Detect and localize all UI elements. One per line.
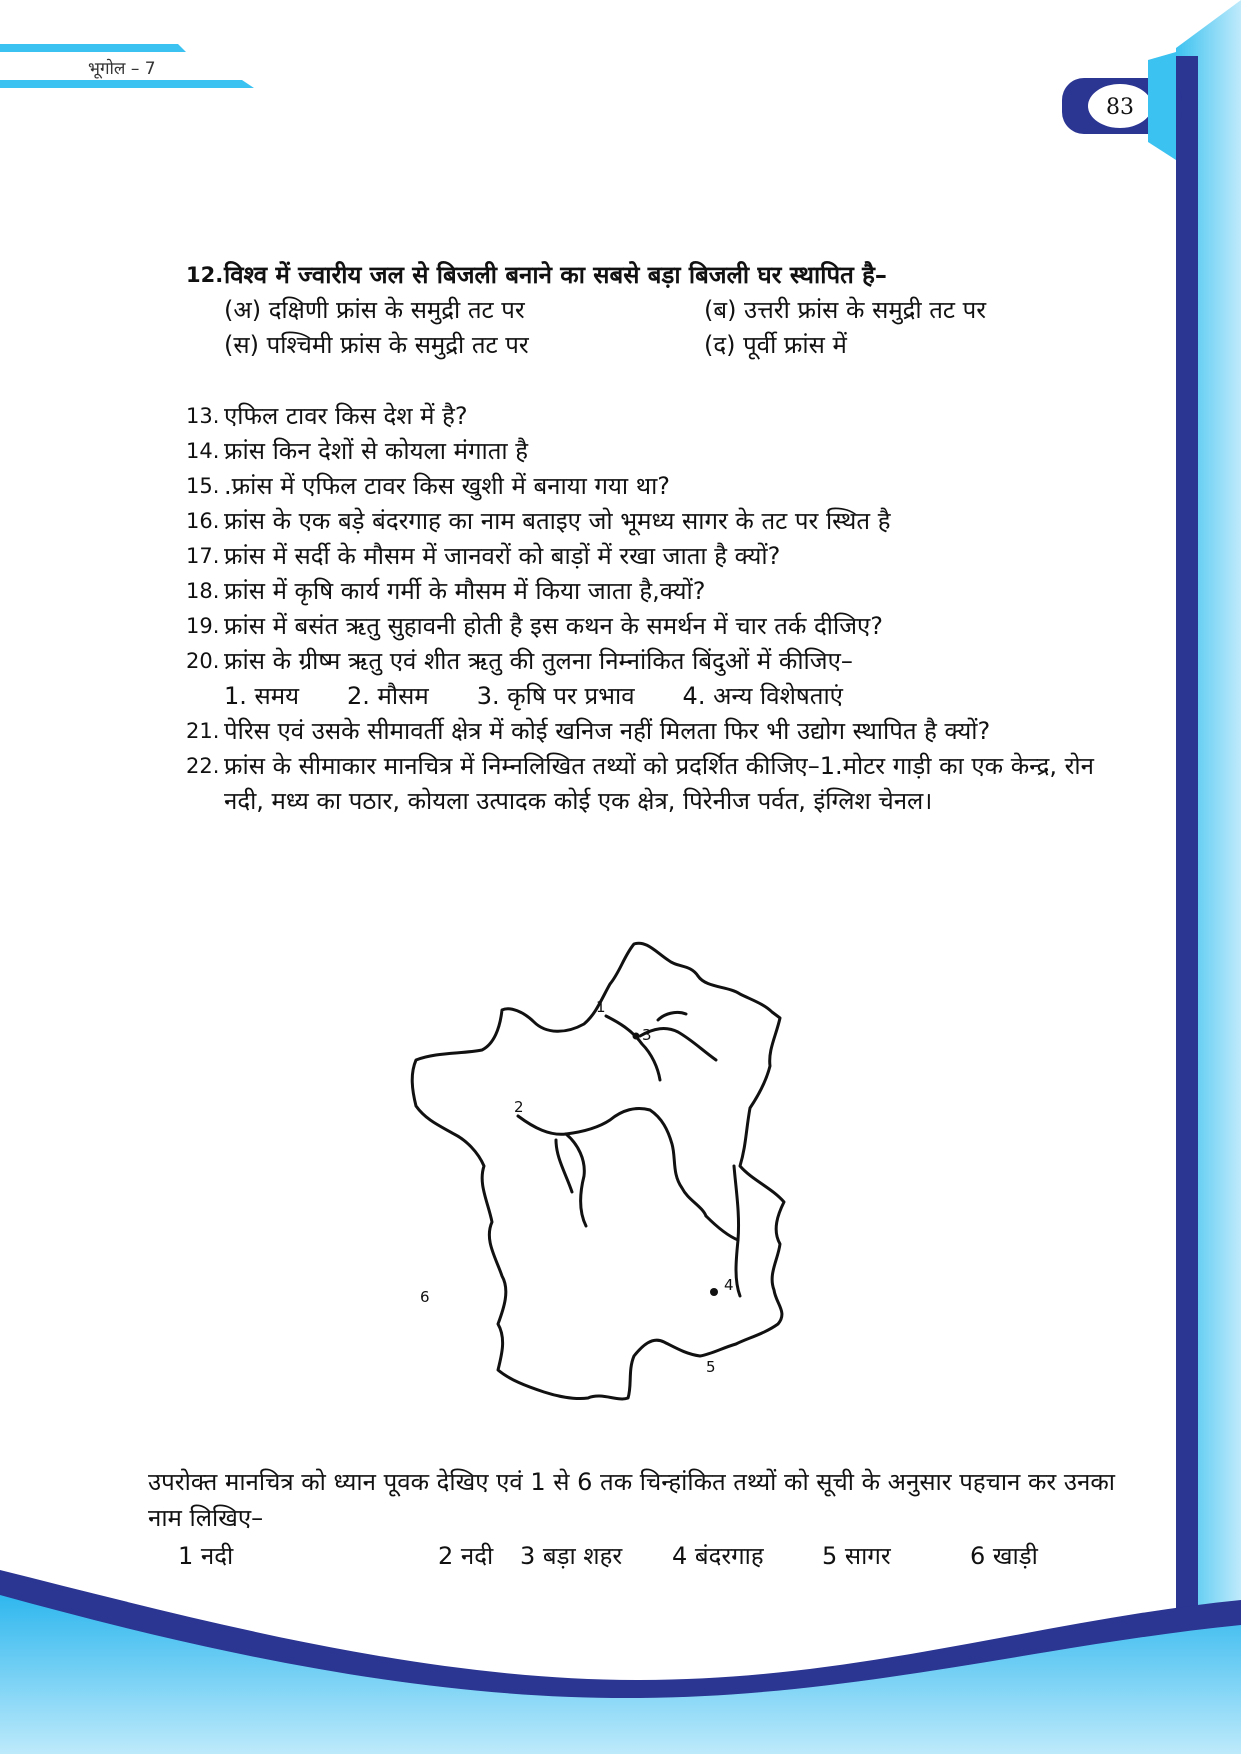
map-marker-3: 3: [642, 1026, 652, 1044]
legend-item: 5 सागर: [822, 1542, 891, 1570]
option-d: (द) पूर्वी फ्रांस में: [704, 331, 847, 359]
question-16: [186, 504, 1126, 539]
option-b: (ब) उत्तरी फ्रांस के समुद्री तट पर: [704, 296, 987, 324]
question-number: 19.: [186, 614, 220, 638]
question-text: .फ्रांस में एफिल टावर किस खुशी में बनाया गया था?: [224, 472, 671, 500]
port-dot: [710, 1288, 718, 1296]
question-13: [186, 399, 1126, 434]
question-20-items: [186, 679, 1126, 714]
comparison-item: 4. अन्य विशेषताएं: [682, 682, 843, 710]
map-instruction: उपरोक्त मानचित्र को ध्यान पूवक देखिए एवं 1 से 6 तक चिन्हांकित तथ्यों को सूची के अनुसार पहचान कर उनका नाम लिखिए–: [148, 1468, 1115, 1532]
question-number: 21.: [186, 719, 220, 743]
city-dot: [633, 1033, 640, 1040]
comparison-item: 1. समय: [224, 682, 300, 710]
question-number: 17.: [186, 544, 220, 568]
question-text: फ्रांस के ग्रीष्म ऋतु एवं शीत ऋतु की तुलना निम्नांकित बिंदुओं में कीजिए–: [224, 647, 853, 675]
option-a: (अ) दक्षिणी फ्रांस के समुद्री तट पर: [224, 296, 525, 324]
question-14: [186, 434, 1126, 469]
question-18: [186, 574, 1126, 609]
river-rhone: [734, 1166, 740, 1296]
map-legend: [148, 1538, 1124, 1574]
question-text: फ्रांस के एक बड़े बंदरगाह का नाम बताइए जो भूमध्य सागर के तट पर स्थित है: [224, 507, 891, 535]
question-number: 22.: [186, 754, 220, 778]
legend-item: 6 खाड़ी: [970, 1542, 1038, 1570]
question-22: [186, 749, 1126, 819]
question-text: फ्रांस में बसंत ऋतु सुहावनी होती है इस कथन के समर्थन में चार तर्क दीजिए?: [224, 612, 884, 640]
question-19: [186, 609, 1126, 644]
question-text: विश्व में ज्वारीय जल से बिजली बनाने का सबसे बड़ा बिजली घर स्थापित है–: [224, 261, 887, 289]
legend-item: 1 नदी: [178, 1542, 234, 1570]
comparison-item: 3. कृषि पर प्रभाव: [476, 682, 635, 710]
question-number: 15.: [186, 474, 220, 498]
question-17: [186, 539, 1126, 574]
question-21: [186, 714, 1126, 749]
question-20: [186, 644, 1126, 679]
river-2: [518, 1108, 706, 1216]
question-number: 18.: [186, 579, 220, 603]
river-1-tributary: [658, 1012, 686, 1020]
question-number: 14.: [186, 439, 220, 463]
question-number: 13.: [186, 404, 220, 428]
comparison-item: 2. मौसम: [347, 682, 429, 710]
map-marker-1: 1: [596, 998, 606, 1016]
question-15: [186, 469, 1126, 504]
subject-header: भूगोल – 7: [88, 59, 156, 79]
question-text: एफिल टावर किस देश में है?: [224, 402, 468, 430]
river-south: [556, 1140, 572, 1192]
legend-item: 3 बड़ा शहर: [520, 1542, 623, 1570]
question-12-options: [186, 293, 1126, 363]
page-number: 83: [1106, 95, 1134, 120]
question-number: 12.: [186, 263, 224, 287]
map-marker-4: 4: [724, 1276, 734, 1294]
questions-block: [186, 258, 1126, 819]
legend-item: 2 नदी: [438, 1542, 494, 1570]
river-rhone-tributary: [706, 1216, 738, 1240]
map-instruction-block: [148, 1464, 1124, 1574]
map-drawing: [406, 940, 876, 1410]
france-outline-map: [406, 940, 876, 1410]
question-number: 16.: [186, 509, 220, 533]
map-marker-2: 2: [514, 1098, 524, 1116]
question-12: [186, 258, 1126, 293]
option-c: (स) पश्चिमी फ्रांस के समुद्री तट पर: [224, 331, 529, 359]
legend-item: 4 बंदरगाह: [672, 1542, 764, 1570]
question-text: फ्रांस में सर्दी के मौसम में जानवरों को बाड़ों में रखा जाता है क्यों?: [224, 542, 781, 570]
question-text: पेरिस एवं उसके सीमावर्ती क्षेत्र में कोई खनिज नहीं मिलता फिर भी उद्योग स्थापित है क्यों?: [224, 717, 991, 745]
question-text: फ्रांस के सीमाकार मानचित्र में निम्नलिखित तथ्यों को प्रदर्शित कीजिए–1.मोटर गाड़ी का एक केन्द्र, रोन नदी, मध्य का पठार, कोयला उत्पादक कोई एक क्षेत्र, पिरेनीज पर्वत, इंग्लिश चेनल।: [224, 752, 1094, 815]
map-marker-5: 5: [706, 1358, 716, 1376]
question-text: फ्रांस में कृषि कार्य गर्मी के मौसम में किया जाता है,क्यों?: [224, 577, 706, 605]
question-number: 20.: [186, 649, 220, 673]
map-marker-6: 6: [420, 1288, 430, 1306]
river-1: [606, 1016, 660, 1080]
question-text: फ्रांस किन देशों से कोयला मंगाता है: [224, 437, 528, 465]
